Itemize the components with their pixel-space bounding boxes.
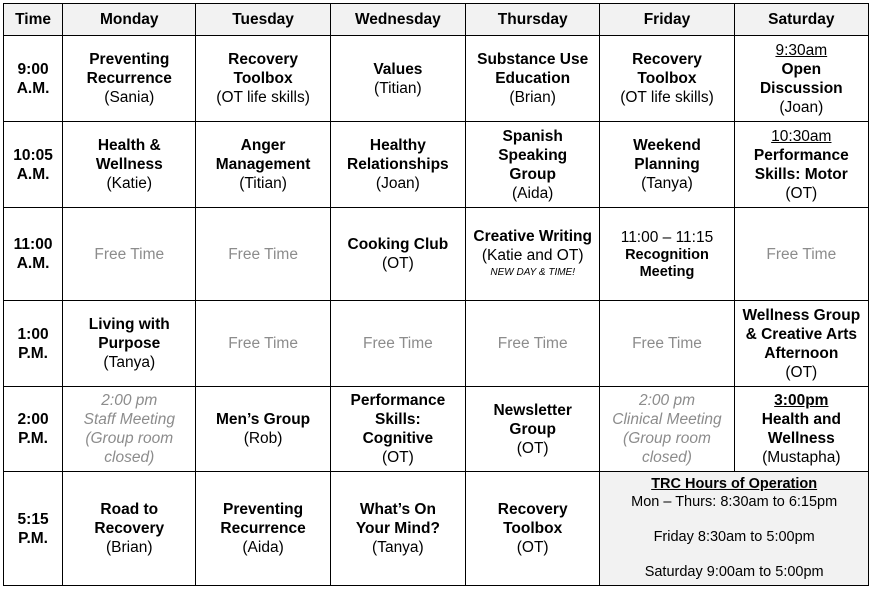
session-title: Group <box>509 165 556 183</box>
session-cell <box>466 208 600 301</box>
session-title: Recovery <box>228 51 298 68</box>
session-title: Toolbox <box>637 70 697 87</box>
schedule-row <box>4 301 869 387</box>
schedule-row <box>4 387 869 472</box>
session-title: Health & <box>97 137 161 154</box>
session-title: Recovery <box>632 51 702 68</box>
session-title: Meeting <box>639 263 695 280</box>
session-title: Spanish <box>502 127 563 145</box>
session-title: Education <box>495 70 571 87</box>
hours-line: Mon – Thurs: 8:30am to 6:15pm <box>631 494 838 510</box>
session-cell <box>734 301 868 387</box>
time-value: 10:05 <box>13 146 53 164</box>
session-title: Performance <box>350 392 446 409</box>
session-title: Wellness <box>95 156 163 173</box>
schedule-row <box>4 472 869 586</box>
hours-spacer <box>602 511 866 528</box>
session-leader: (OT) <box>381 255 414 272</box>
session-title: Recovery <box>94 520 165 537</box>
session-title: Cooking Club <box>347 236 449 253</box>
closed-meeting-cell <box>63 387 196 472</box>
session-time: 9:30am <box>775 41 828 59</box>
header-row <box>4 4 869 36</box>
time-cell <box>4 208 63 301</box>
session-title: & Creative Arts <box>745 325 858 343</box>
session-title: What’s On <box>359 501 436 518</box>
time-period: A.M. <box>16 255 50 272</box>
session-leader: (Brian) <box>509 89 556 106</box>
session-cell <box>330 122 465 208</box>
session-leader: (Katie and OT) <box>481 247 584 264</box>
hours-line: Saturday 9:00am to 5:00pm <box>644 564 824 580</box>
hours-of-operation-box <box>600 472 869 586</box>
session-cell <box>600 36 734 122</box>
session-cell <box>63 301 196 387</box>
time-period: A.M. <box>16 165 50 183</box>
session-leader: (OT) <box>516 439 549 457</box>
session-title: Healthy <box>369 137 426 154</box>
session-cell <box>63 122 196 208</box>
session-time: 10:30am <box>771 127 832 145</box>
session-title: Health and <box>761 411 841 428</box>
time-value: 2:00 <box>17 411 49 428</box>
session-title: Recognition <box>625 246 709 263</box>
session-leader: (OT) <box>516 539 549 556</box>
schedule-row <box>4 208 869 301</box>
session-cell <box>734 387 868 472</box>
session-title: Creative Writing <box>473 228 592 245</box>
time-period: A.M. <box>16 79 50 97</box>
meeting-time: 2:00 pm <box>638 392 695 409</box>
free-time-cell: Free Time <box>466 301 600 387</box>
session-leader: (OT) <box>785 184 818 202</box>
time-value: 9:00 <box>17 60 49 78</box>
session-leader: (Sania) <box>104 89 155 106</box>
session-cell <box>196 387 330 472</box>
time-cell <box>4 472 63 586</box>
hours-title: TRC Hours of Operation <box>651 476 818 492</box>
header-wednesday: Wednesday <box>330 4 465 36</box>
session-title: Discussion <box>759 79 843 97</box>
closed-meeting-cell <box>600 387 734 472</box>
session-cell <box>466 387 600 472</box>
meeting-note: (Group room <box>623 430 711 447</box>
header-tuesday: Tuesday <box>196 4 330 36</box>
session-title: Living with <box>88 316 170 333</box>
session-title: Road to <box>100 501 159 518</box>
session-title: Preventing <box>89 51 170 68</box>
session-title: Your Mind? <box>355 520 440 537</box>
session-leader: (Aida) <box>512 184 554 202</box>
session-leader: (OT life skills) <box>620 89 714 106</box>
session-leader: (Katie) <box>106 175 153 192</box>
free-time-cell: Free Time <box>196 301 330 387</box>
session-title: Men’s Group <box>215 411 311 428</box>
hours-line: Friday 8:30am to 5:00pm <box>653 529 815 545</box>
session-leader: (Tanya) <box>103 354 156 371</box>
session-leader: (Mustapha) <box>762 449 841 466</box>
header-friday: Friday <box>600 4 734 36</box>
session-title: Wellness Group <box>742 306 861 324</box>
session-cell <box>466 472 600 586</box>
session-cell <box>330 36 465 122</box>
session-title: Speaking <box>498 146 568 164</box>
session-title: Weekend <box>633 137 701 154</box>
session-title: Cognitive <box>362 430 434 447</box>
session-leader: (OT) <box>381 449 414 466</box>
session-title: Relationships <box>347 156 449 173</box>
session-cell <box>330 472 465 586</box>
session-cell <box>196 36 330 122</box>
session-cell <box>330 387 465 472</box>
time-cell <box>4 36 63 122</box>
session-leader: (Titian) <box>239 175 287 192</box>
time-value: 5:15 <box>17 510 49 528</box>
meeting-time: 2:00 pm <box>101 392 158 409</box>
session-title: Skills: Motor <box>754 165 848 183</box>
session-cell <box>466 122 600 208</box>
session-title: Purpose <box>98 335 161 352</box>
free-time-cell: Free Time <box>196 208 330 301</box>
time-period: P.M. <box>18 529 48 547</box>
free-time-cell: Free Time <box>600 301 734 387</box>
session-title: Values <box>373 60 423 78</box>
meeting-note: (Group room <box>85 430 174 447</box>
session-leader: (Tanya) <box>641 175 693 192</box>
session-cell <box>196 122 330 208</box>
hours-spacer <box>602 546 866 563</box>
session-cell <box>600 208 734 301</box>
session-leader: (OT life skills) <box>216 89 310 106</box>
session-title: Recovery <box>497 501 568 518</box>
session-title: Toolbox <box>233 70 293 87</box>
weekly-schedule-table <box>3 3 869 586</box>
session-cell <box>63 472 196 586</box>
session-title: Recurrence <box>86 70 172 87</box>
header-thursday: Thursday <box>466 4 600 36</box>
session-cell <box>63 36 196 122</box>
meeting-note: closed) <box>104 449 155 466</box>
session-title: Management <box>215 156 311 173</box>
session-title: Afternoon <box>764 344 839 362</box>
free-time-cell: Free Time <box>63 208 196 301</box>
session-title: Planning <box>634 156 700 173</box>
free-time-cell: Free Time <box>734 208 868 301</box>
schedule-row <box>4 36 869 122</box>
session-note: NEW DAY & TIME! <box>490 267 575 278</box>
time-cell <box>4 387 63 472</box>
meeting-note: closed) <box>641 449 692 466</box>
session-leader: (Titian) <box>374 79 422 97</box>
session-title: Open <box>781 60 822 78</box>
meeting-title: Staff Meeting <box>83 411 175 428</box>
session-title: Group <box>509 420 556 438</box>
header-time: Time <box>4 4 63 36</box>
session-title: Wellness <box>767 430 835 447</box>
session-leader: (Brian) <box>106 539 153 556</box>
session-title: Recurrence <box>220 520 306 537</box>
free-time-cell: Free Time <box>330 301 465 387</box>
header-saturday: Saturday <box>734 4 868 36</box>
session-cell <box>734 122 868 208</box>
session-title: Newsletter <box>493 401 572 419</box>
session-leader: (Joan) <box>779 98 824 116</box>
session-time-range: 11:00 – 11:15 <box>620 228 714 246</box>
session-title: Toolbox <box>503 520 563 537</box>
header-monday: Monday <box>63 4 196 36</box>
time-period: P.M. <box>18 430 48 447</box>
schedule-row <box>4 122 869 208</box>
session-leader: (Rob) <box>243 430 283 447</box>
session-cell <box>734 36 868 122</box>
session-title: Substance Use <box>477 51 589 68</box>
time-cell <box>4 122 63 208</box>
session-leader: (OT) <box>785 363 818 381</box>
session-cell <box>466 36 600 122</box>
session-title: Anger <box>240 137 286 154</box>
session-leader: (Tanya) <box>372 539 424 556</box>
time-period: P.M. <box>18 344 48 362</box>
session-time: 3:00pm <box>774 392 829 409</box>
session-leader: (Joan) <box>375 175 420 192</box>
session-cell <box>600 122 734 208</box>
session-leader: (Aida) <box>242 539 284 556</box>
session-title: Performance <box>753 146 849 164</box>
time-value: 11:00 <box>13 236 53 253</box>
session-title: Skills: <box>375 411 421 428</box>
session-cell <box>330 208 465 301</box>
meeting-title: Clinical Meeting <box>612 411 722 428</box>
time-value: 1:00 <box>17 325 49 343</box>
session-cell <box>196 472 330 586</box>
time-cell <box>4 301 63 387</box>
session-title: Preventing <box>223 501 304 518</box>
